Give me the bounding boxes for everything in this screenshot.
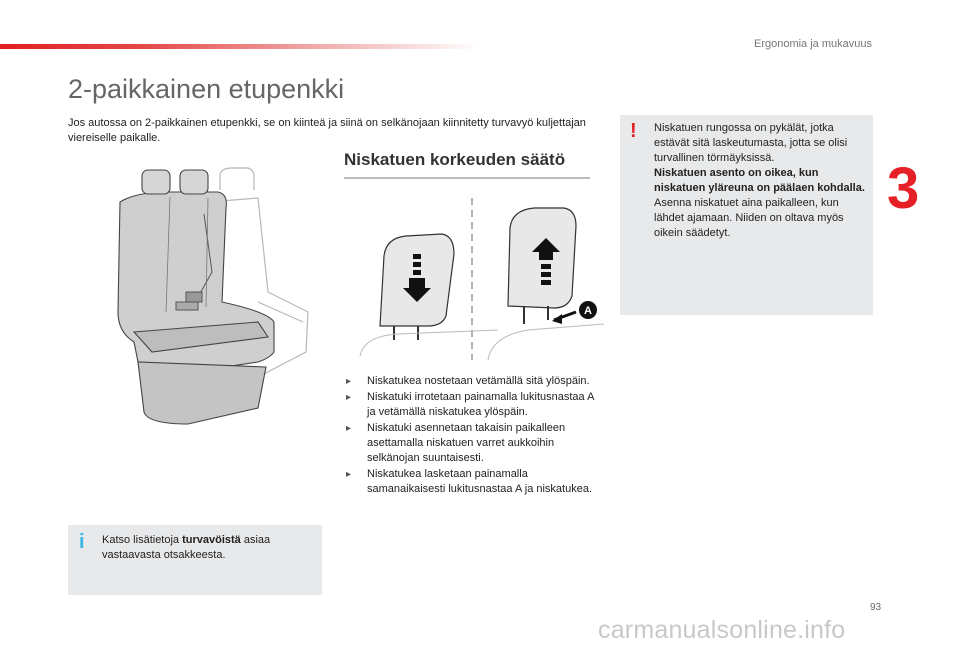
subtitle-underline	[344, 177, 590, 179]
list-item	[344, 467, 594, 497]
list-item	[344, 421, 594, 466]
info-icon: i	[79, 531, 85, 553]
chapter-number: 3	[887, 156, 920, 221]
adjustment-steps	[344, 374, 594, 498]
bullet-arrow-icon: ▸	[346, 469, 352, 480]
warning-text-2: Asenna niskatuet aina paikalleen, kun lähdet ajamaan. Niiden on oltava myös oikein säädetyt.	[654, 197, 844, 239]
watermark: carmanualsonline.info	[598, 616, 846, 644]
bullet-arrow-icon: ▸	[346, 392, 352, 403]
step-text: Niskatukea nostetaan vetämällä sitä ylöspäin.	[367, 375, 590, 387]
page-title: 2-paikkainen etupenkki	[68, 74, 345, 104]
step-text: Niskatukea lasketaan painamalla samanaikaisesti lukitusnastaa A ja niskatukea.	[367, 468, 593, 495]
info-box	[68, 525, 322, 595]
section-subtitle: Niskatuen korkeuden säätö	[344, 150, 566, 169]
step-text: Niskatuki irrotetaan painamalla lukitusnastaa A ja vetämällä niskatukea ylöspäin.	[367, 391, 594, 418]
info-text-before: Katso lisätietoja	[102, 534, 183, 546]
list-item	[344, 390, 594, 420]
bullet-arrow-icon: ▸	[346, 423, 352, 434]
step-text: Niskatuki asennetaan takaisin paikalleen asettamalla niskatuen varret aukkoihin selkänojan suuntaisesti.	[367, 422, 566, 464]
info-text-after: asiaa vastaavasta otsakkeesta.	[102, 534, 271, 561]
header-accent-bar	[0, 44, 480, 49]
info-text	[102, 533, 316, 563]
section-name: Ergonomia ja mukavuus	[753, 38, 872, 50]
headrest-lowering	[360, 234, 498, 356]
warning-text	[654, 121, 868, 241]
warning-text-1: Niskatuen rungossa on pykälät, jotka estävät sitä laskeutumasta, jotta se olisi turvallinen törmäyksissä.	[654, 122, 848, 164]
page-number: 93	[870, 602, 882, 613]
intro-text: Jos autossa on 2-paikkainen etupenkki, se on kiinteä ja siinä on selkänojaan kiinnitetty turvavyö kuljettajan viereiselle paikalle.	[68, 117, 586, 144]
info-text-bold: turvavöistä	[182, 534, 241, 546]
headrest-adjustment-illustration	[358, 196, 604, 362]
exclamation-icon: !	[630, 120, 637, 142]
warning-box	[620, 115, 873, 315]
headrest-raising	[488, 208, 604, 360]
bullet-arrow-icon: ▸	[346, 376, 352, 387]
bench-seat-illustration	[108, 162, 313, 437]
list-item	[344, 374, 594, 389]
label-a: A	[584, 305, 592, 317]
warning-text-bold: Niskatuen asento on oikea, kun niskatuen yläreuna on päälaen kohdalla.	[654, 167, 865, 194]
